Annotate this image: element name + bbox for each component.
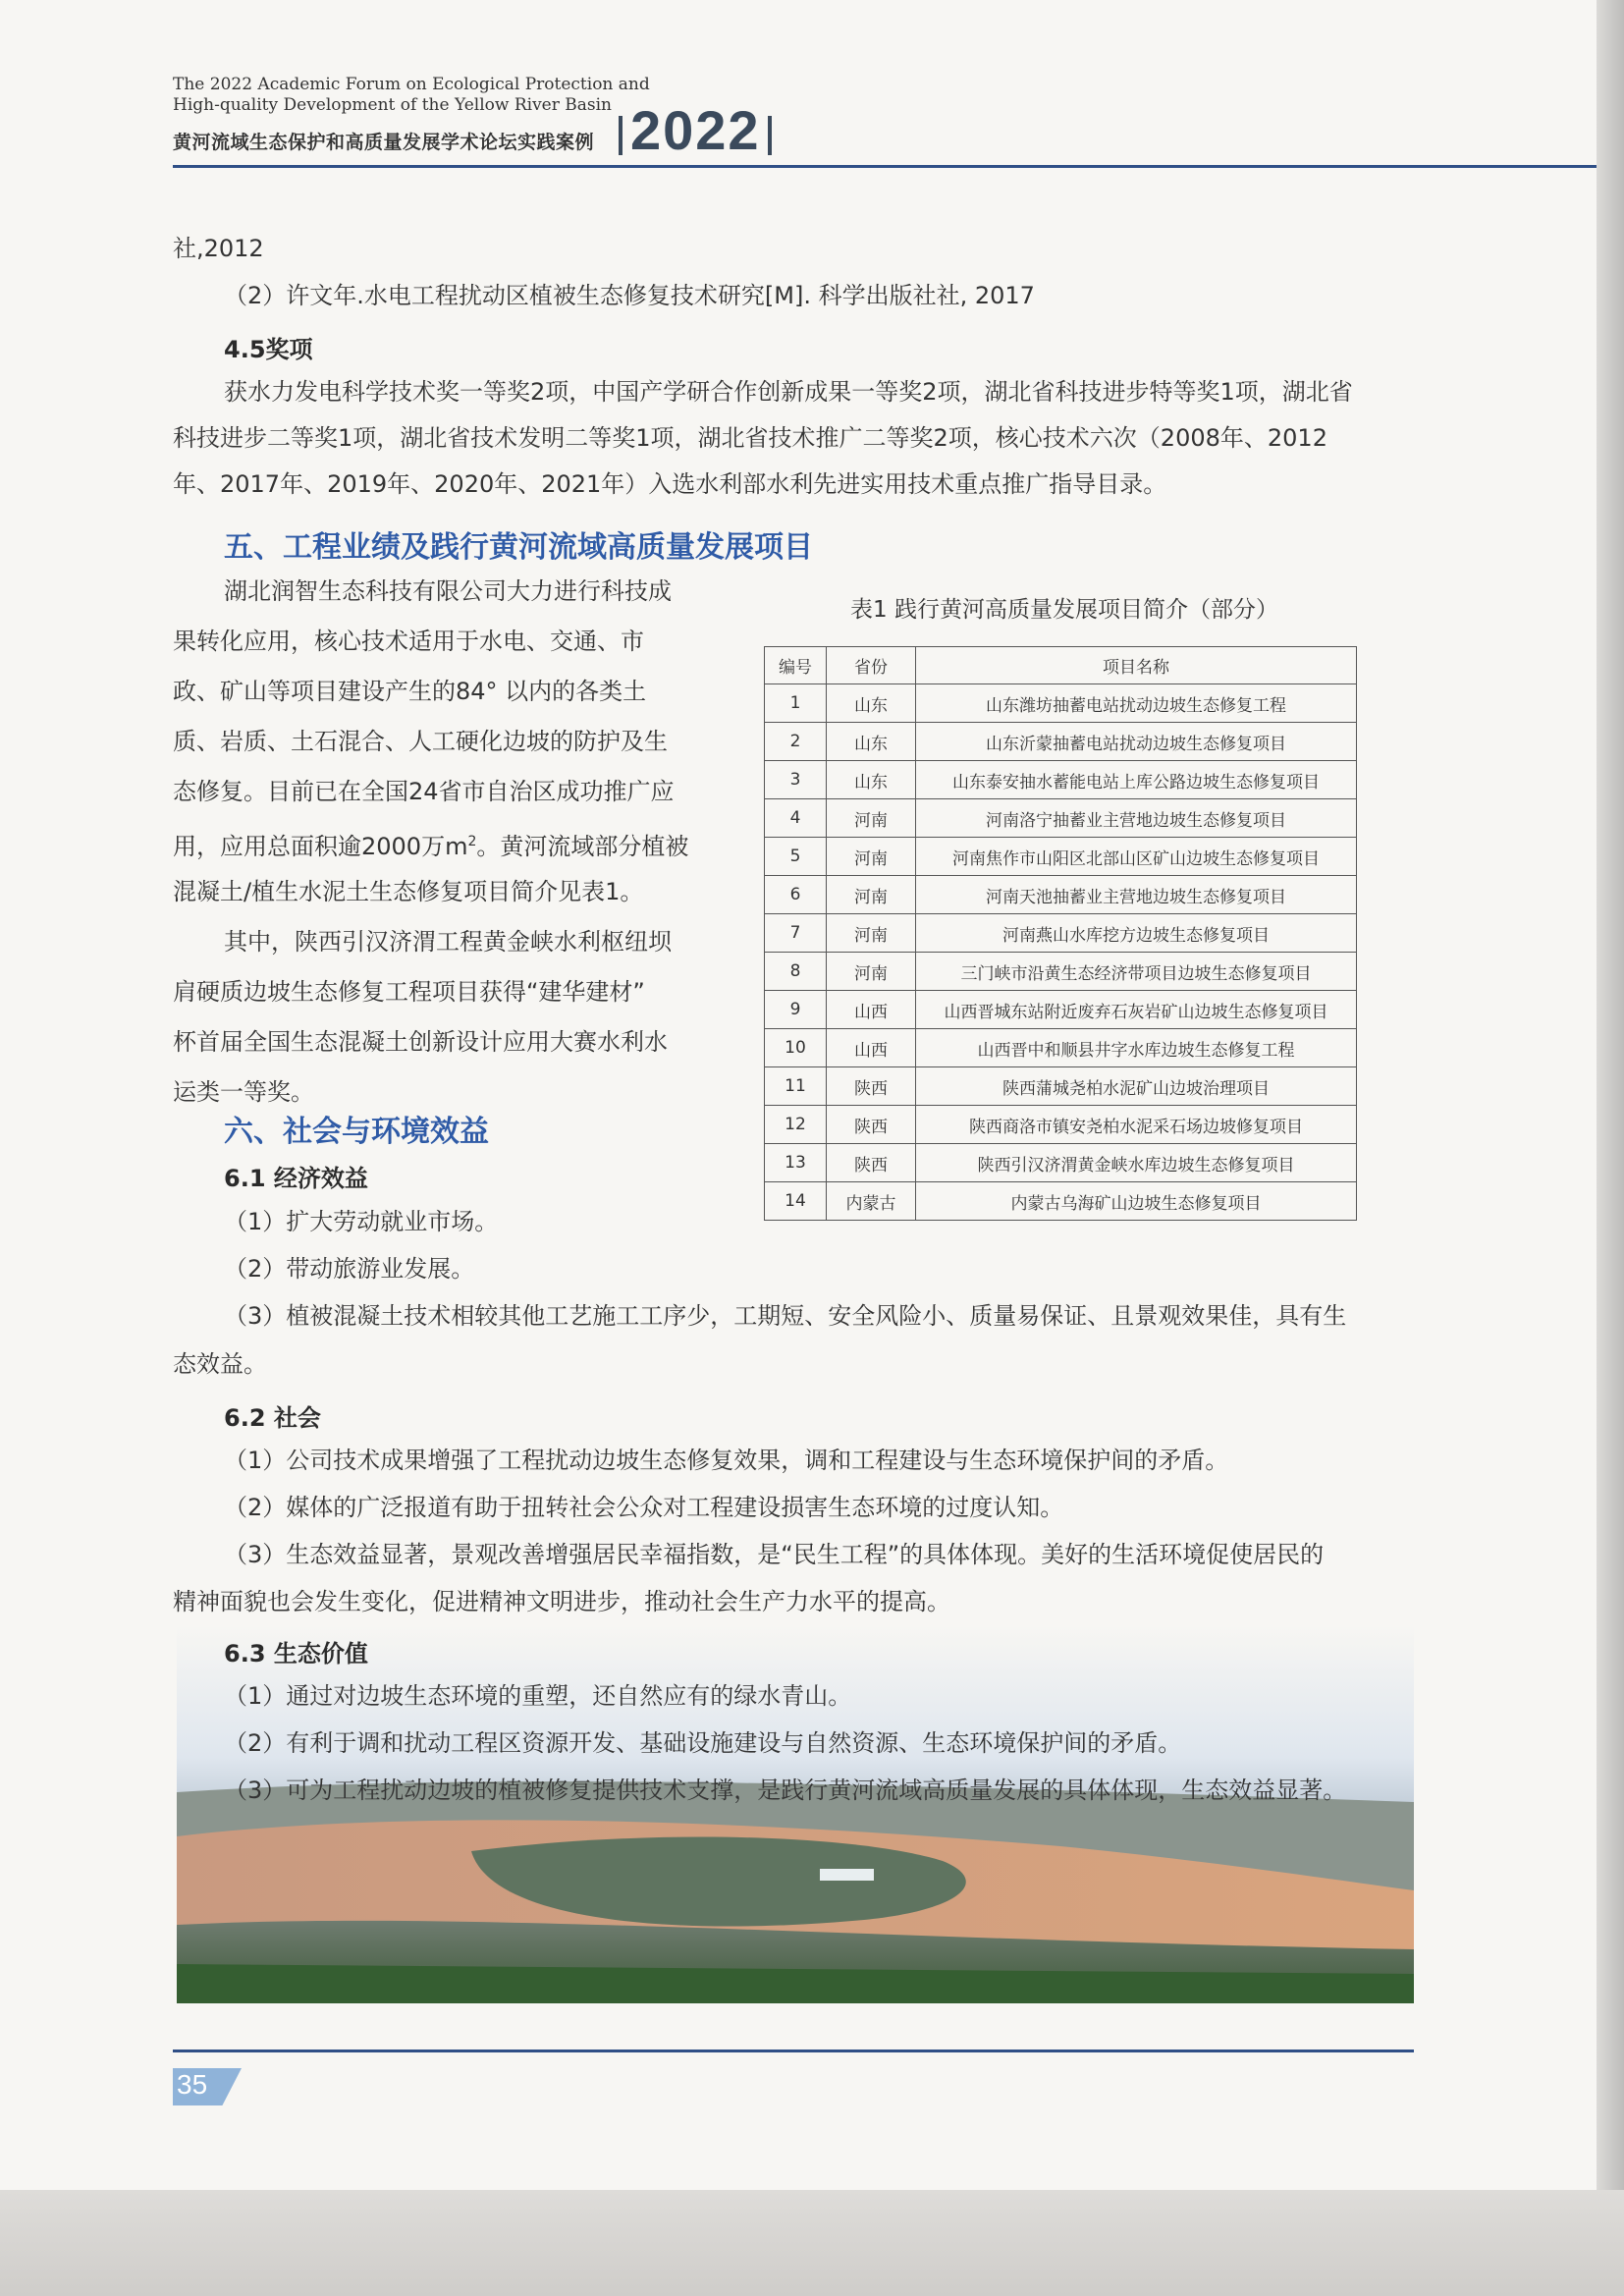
- social-3-line-1: （3）生态效益显著，景观改善增强居民幸福指数，是“民生工程”的具体体现。美好的生活环境促使居民的: [224, 1541, 1325, 1568]
- table-row: [765, 1144, 1357, 1182]
- econ-3-line-1: （3）植被混凝土技术相较其他工艺施工工序少，工期短、安全风险小、质量易保证、且景观效果佳，具有生: [224, 1302, 1347, 1330]
- table-row: [765, 761, 1357, 799]
- cell-project-name: 山西晋中和顺县井字水库边坡生态修复工程: [916, 1029, 1357, 1067]
- cell-project-name: 山东潍坊抽蓄电站扰动边坡生态修复工程: [916, 684, 1357, 723]
- cell-no: 3: [765, 761, 827, 799]
- table-row: [765, 1067, 1357, 1106]
- cell-no: 10: [765, 1029, 827, 1067]
- header-title-en: [173, 75, 650, 116]
- econ-3-line-2: 态效益。: [173, 1350, 267, 1378]
- reference-2: （2）许文年.水电工程扰动区植被生态修复技术研究[M]. 科学出版社社, 2017: [224, 282, 1035, 309]
- cell-province: 山东: [827, 723, 916, 761]
- cell-project-name: 陕西引汉济渭黄金峡水库边坡生态修复项目: [916, 1144, 1357, 1182]
- cell-no: 14: [765, 1182, 827, 1221]
- cell-project-name: 山东泰安抽水蓄能电站上库公路边坡生态修复项目: [916, 761, 1357, 799]
- th-no: 编号: [765, 647, 827, 684]
- cell-province: 山东: [827, 684, 916, 723]
- cell-province: 河南: [827, 953, 916, 991]
- header-title-en-line1: The 2022 Academic Forum on Ecological Protection and: [173, 75, 650, 94]
- year-bar-left: [619, 116, 623, 155]
- eco-2: （2）有利于调和扰动工程区资源开发、基础设施建设与自然资源、生态环境保护间的矛盾。: [224, 1729, 1182, 1757]
- cell-no: 13: [765, 1144, 827, 1182]
- header-title-cn: 黄河流域生态保护和高质量发展学术论坛实践案例: [173, 132, 595, 153]
- table-row: [765, 1182, 1357, 1221]
- cell-province: 河南: [827, 876, 916, 914]
- table-row: [765, 1106, 1357, 1144]
- cell-province: 陕西: [827, 1067, 916, 1106]
- table-caption: 表1 践行黄河高质量发展项目简介（部分）: [850, 597, 1278, 623]
- heading-6-1: 6.1 经济效益: [224, 1165, 368, 1192]
- cell-project-name: 山西晋城东站附近废弃石灰岩矿山边坡生态修复项目: [916, 991, 1357, 1029]
- section-6-heading: 六、社会与环境效益: [224, 1115, 489, 1149]
- awards-line-2: 科技进步二等奖1项，湖北省技术发明二等奖1项，湖北省技术推广二等奖2项，核心技术六次（2008年、2012: [173, 424, 1327, 452]
- table-row: [765, 838, 1357, 876]
- cell-project-name: 内蒙古乌海矿山边坡生态修复项目: [916, 1182, 1357, 1221]
- cell-province: 山西: [827, 1029, 916, 1067]
- cell-province: 山东: [827, 761, 916, 799]
- awards-line-3: 年、2017年、2019年、2020年、2021年）入选水利部水利先进实用技术重点推广指导目录。: [173, 470, 1167, 498]
- cell-project-name: 陕西商洛市镇安尧柏水泥采石场边坡修复项目: [916, 1106, 1357, 1144]
- table-body: [765, 684, 1357, 1221]
- sec5-line-6-b: 。黄河流域部分植被: [476, 833, 689, 860]
- cell-province: 河南: [827, 914, 916, 953]
- sec5-line-11: 运类一等奖。: [173, 1078, 314, 1106]
- sec5-line-6: [173, 826, 688, 863]
- cell-project-name: 陕西蒲城尧柏水泥矿山边坡治理项目: [916, 1067, 1357, 1106]
- sec5-line-6-a: 用，应用总面积逾2000万m: [173, 833, 468, 860]
- sec5-line-3: 政、矿山等项目建设产生的84° 以内的各类土: [173, 678, 647, 705]
- cell-no: 2: [765, 723, 827, 761]
- cell-province: 陕西: [827, 1144, 916, 1182]
- footer-rule: [173, 2050, 1414, 2052]
- cell-province: 河南: [827, 838, 916, 876]
- sec5-line-1: 湖北润智生态科技有限公司大力进行科技成: [224, 577, 672, 605]
- cell-province: 河南: [827, 799, 916, 838]
- year-bar-right: [768, 116, 772, 155]
- cell-no: 7: [765, 914, 827, 953]
- th-project-name: 项目名称: [916, 647, 1357, 684]
- heading-4-5: 4.5奖项: [224, 336, 313, 363]
- cell-no: 4: [765, 799, 827, 838]
- cell-no: 12: [765, 1106, 827, 1144]
- table-row: [765, 799, 1357, 838]
- cell-project-name: 山东沂蒙抽蓄电站扰动边坡生态修复项目: [916, 723, 1357, 761]
- table-header-row: [765, 647, 1357, 684]
- cell-project-name: 三门峡市沿黄生态经济带项目边坡生态修复项目: [916, 953, 1357, 991]
- sec5-line-10: 杯首届全国生态混凝土创新设计应用大赛水利水: [173, 1028, 668, 1056]
- projects-table: [764, 646, 1357, 1221]
- table-row: [765, 723, 1357, 761]
- header-year: 2022: [630, 99, 761, 161]
- awards-line-1: 获水力发电科学技术奖一等奖2项，中国产学研合作创新成果一等奖2项，湖北省科技进步特等奖1项，湖北省: [224, 378, 1353, 406]
- sec5-line-7: 混凝土/植生水泥土生态修复项目简介见表1。: [173, 878, 644, 905]
- ref-tail: 社,2012: [173, 235, 264, 262]
- table-row: [765, 914, 1357, 953]
- cell-no: 1: [765, 684, 827, 723]
- table-row: [765, 876, 1357, 914]
- sec5-line-4: 质、岩质、土石混合、人工硬化边坡的防护及生: [173, 728, 668, 755]
- cell-project-name: 河南天池抽蓄业主营地边坡生态修复项目: [916, 876, 1357, 914]
- sec5-line-9: 肩硬质边坡生态修复工程项目获得“建华建材”: [173, 978, 645, 1006]
- econ-1: （1）扩大劳动就业市场。: [224, 1208, 499, 1235]
- cell-project-name: 河南焦作市山阳区北部山区矿山边坡生态修复项目: [916, 838, 1357, 876]
- th-province: 省份: [827, 647, 916, 684]
- page-bottom-shadow: [0, 2190, 1624, 2296]
- social-3-line-2: 精神面貌也会发生变化，促进精神文明进步，推动社会生产力水平的提高。: [173, 1588, 950, 1615]
- econ-2: （2）带动旅游业发展。: [224, 1255, 475, 1283]
- header-title-en-line2: High-quality Development of the Yellow River Basin: [173, 95, 613, 115]
- social-1: （1）公司技术成果增强了工程扰动边坡生态修复效果，调和工程建设与生态环境保护间的矛盾。: [224, 1447, 1229, 1474]
- cell-no: 5: [765, 838, 827, 876]
- table-row: [765, 1029, 1357, 1067]
- cell-project-name: 河南燕山水库挖方边坡生态修复项目: [916, 914, 1357, 953]
- binding-edge: [1597, 0, 1624, 2296]
- table-row: [765, 684, 1357, 723]
- page-number: 35: [177, 2069, 208, 2100]
- header-rule: [173, 165, 1597, 168]
- eco-1: （1）通过对边坡生态环境的重塑，还自然应有的绿水青山。: [224, 1682, 852, 1710]
- sec5-line-5: 态修复。目前已在全国24省市自治区成功推广应: [173, 778, 675, 805]
- table-row: [765, 991, 1357, 1029]
- sec5-line-2: 果转化应用，核心技术适用于水电、交通、市: [173, 628, 644, 655]
- cell-province: 山西: [827, 991, 916, 1029]
- heading-6-3: 6.3 生态价值: [224, 1640, 368, 1667]
- table-row: [765, 953, 1357, 991]
- eco-3: （3）可为工程扰动边坡的植被修复提供技术支撑，是践行黄河流域高质量发展的具体体现，生态效益显著。: [224, 1777, 1347, 1804]
- cell-province: 内蒙古: [827, 1182, 916, 1221]
- cell-no: 11: [765, 1067, 827, 1106]
- cell-province: 陕西: [827, 1106, 916, 1144]
- cell-no: 9: [765, 991, 827, 1029]
- section-5-heading: 五、工程业绩及践行黄河流域高质量发展项目: [224, 530, 813, 565]
- heading-6-2: 6.2 社会: [224, 1404, 321, 1432]
- cell-project-name: 河南洛宁抽蓄业主营地边坡生态修复项目: [916, 799, 1357, 838]
- sec5-line-8: 其中，陕西引汉济渭工程黄金峡水利枢纽坝: [224, 928, 672, 956]
- superscript-2: 2: [467, 834, 477, 849]
- social-2: （2）媒体的广泛报道有助于扭转社会公众对工程建设损害生态环境的过度认知。: [224, 1494, 1064, 1521]
- cell-no: 6: [765, 876, 827, 914]
- cell-no: 8: [765, 953, 827, 991]
